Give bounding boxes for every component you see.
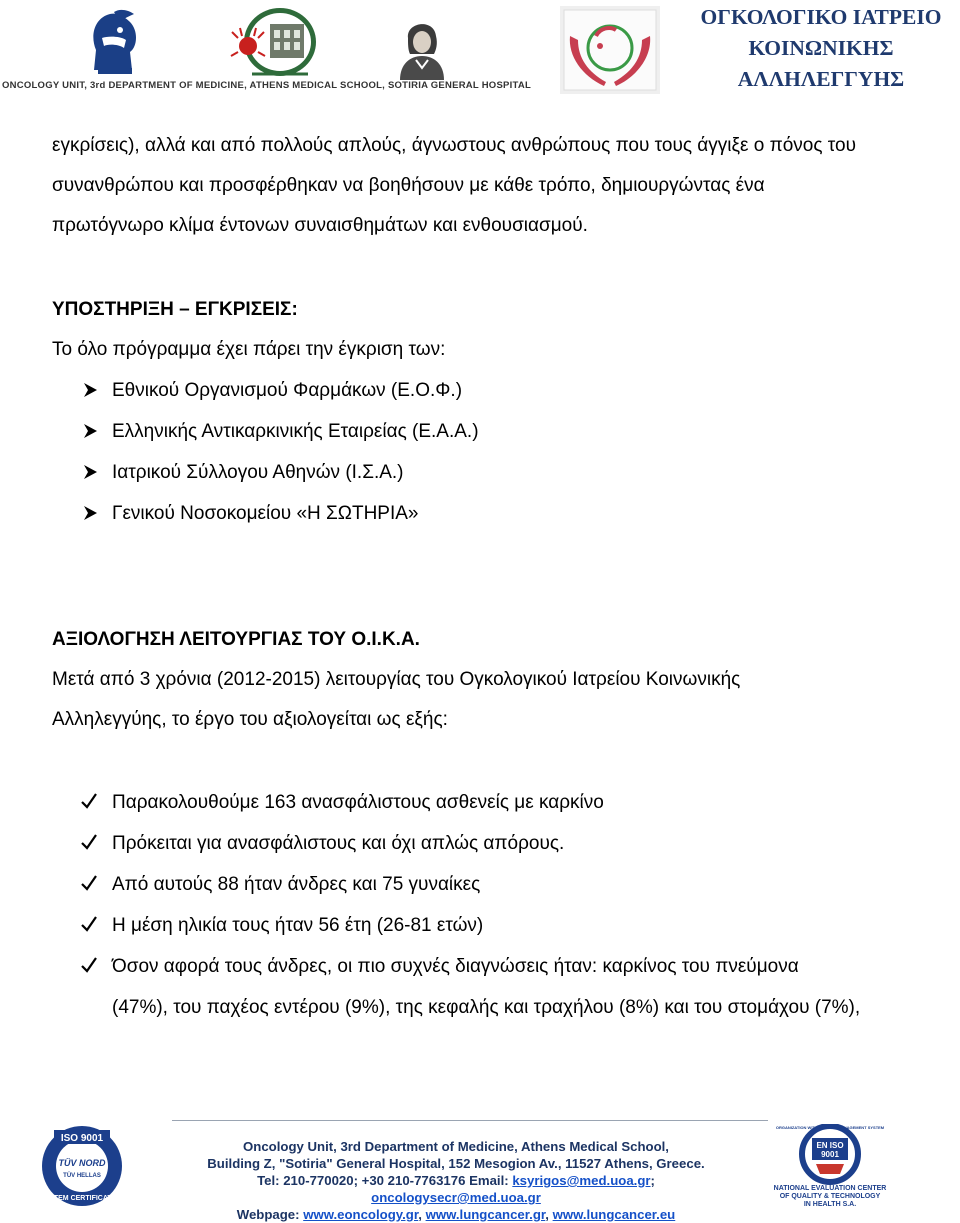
header-caption: ONCOLOGY UNIT, 3rd DEPARTMENT OF MEDICINE, ATHENS MEDICAL SCHOOL, SOTIRIA GENERAL HOSPITAL: [2, 80, 532, 91]
email-link[interactable]: ksyrigos@med.uoa.gr: [512, 1173, 651, 1188]
footer-divider: [172, 1120, 768, 1121]
checkmark-icon: [80, 792, 98, 810]
list-item-text: Παρακολουθούμε 163 ανασφάλιστους ασθενείς με καρκίνο: [112, 792, 604, 813]
website-link[interactable]: www.lungcancer.eu: [552, 1207, 676, 1222]
paragraph-line: εγκρίσεις), αλλά και από πολλούς απλούς, άγνωστους ανθρώπους που τους άγγιξε ο πόνος του: [52, 135, 856, 156]
header-title-line: ΟΓΚΟΛΟΓΙΚΟ ΙΑΤΡΕΙΟ: [700, 5, 942, 29]
arrow-bullet-icon: [82, 423, 98, 439]
logo-caption-text: OF QUALITY & TECHNOLOGY: [779, 1193, 881, 1200]
list-item-text: Πρόκειται για ανασφάλιστους και όχι απλώς απόρους.: [112, 833, 565, 854]
crab-building-logo: [228, 6, 324, 84]
email-link[interactable]: oncologysecr@med.uoa.gr: [371, 1190, 541, 1205]
page-header: [0, 0, 960, 100]
list-item: [52, 452, 912, 493]
logo-badge-text: EN ISO: [816, 1141, 844, 1150]
header-title-line: ΚΟΙΝΩΝΙΚΗΣ: [748, 36, 894, 60]
list-item-text: Όσον αφορά τους άνδρες, οι πιο συχνές διαγνώσεις ήταν: καρκίνος του πνεύμονα: [112, 956, 799, 977]
list-item-text: Από αυτούς 88 ήταν άνδρες και 75 γυναίκες: [112, 874, 481, 895]
list-item: [52, 905, 912, 946]
checkmark-icon: [80, 956, 98, 974]
footer-line: Webpage: www.eoncology.gr, www.lungcancer.gr, www.lungcancer.eu: [236, 1207, 676, 1222]
list-item: [52, 493, 912, 534]
website-link[interactable]: www.eoncology.gr: [303, 1207, 419, 1222]
footer-line: Tel: 210-770020; +30 210-7763176 Email: ksyrigos@med.uoa.gr; oncologysecr@med.uoa.gr: [257, 1173, 655, 1205]
list-item-text: Γενικού Νοσοκομείου «Η ΣΩΤΗΡΙΑ»: [112, 503, 419, 524]
paragraph-line: Το όλο πρόγραμμα έχει πάρει την έγκριση των:: [52, 339, 446, 360]
logo-badge-text: 9001: [821, 1150, 839, 1159]
evaluation-list: [52, 782, 912, 1028]
checkmark-icon: [80, 874, 98, 892]
heart-hands-logo: [560, 6, 660, 94]
arrow-bullet-icon: [82, 505, 98, 521]
paragraph-line: συνανθρώπου και προσφέρθηκαν να βοηθήσουν με κάθε τρόπο, δημιουργώντας ένα: [52, 175, 765, 196]
footer-line: Oncology Unit, 3rd Department of Medicine, Athens Medical School,: [243, 1139, 669, 1154]
tuv-nord-certification-logo: [20, 1124, 150, 1213]
paragraph-line: πρωτόγνωρο κλίμα έντονων συναισθημάτων και ενθουσιασμού.: [52, 215, 588, 236]
logo-brand-text: TÜV NORD: [58, 1158, 106, 1168]
header-title-line: ΑΛΛΗΛΕΓΓΥΗΣ: [737, 67, 905, 91]
logo-sub-text: TÜV HELLAS: [63, 1173, 101, 1179]
woman-portrait-logo: [394, 14, 450, 80]
section-heading-evaluation: ΑΞΙΟΛΟΓΗΣΗ ΛΕΙΤΟΥΡΓΙΑΣ ΤΟΥ Ο.Ι.Κ.Α.: [52, 629, 420, 650]
paragraph-line: Μετά από 3 χρόνια (2012-2015) λειτουργίας του Ογκολογικού Ιατρείου Κοινωνικής: [52, 669, 741, 690]
list-item-text: Η μέση ηλικία τους ήταν 56 έτη (26-81 ετών): [112, 915, 484, 936]
section-heading-support: ΥΠΟΣΤΗΡΙΞΗ – ΕΓΚΡΙΣΕΙΣ:: [52, 299, 298, 320]
list-item: [52, 782, 912, 823]
list-item: [52, 864, 912, 905]
document-body: [52, 126, 912, 1028]
list-item-text: (47%), του παχέος εντέρου (9%), της κεφαλής και τραχήλου (8%) και του στομάχου (7%),: [112, 997, 861, 1018]
athena-helmet-logo: [80, 8, 150, 80]
logo-ring-text: SYSTEM CERTIFICATION: [39, 1195, 125, 1202]
checkmark-icon: [80, 833, 98, 851]
list-item-text: Ελληνικής Αντικαρκινικής Εταιρείας (Ε.Α.Α.): [112, 421, 479, 442]
arrow-bullet-icon: [82, 382, 98, 398]
list-item-text: Εθνικού Οργανισμού Φαρμάκων (Ε.Ο.Φ.): [112, 380, 463, 401]
en-iso-9001-logo: [760, 1124, 900, 1213]
paragraph-line: Αλληλεγγύης, το έργο του αξιολογείται ως εξής:: [52, 709, 448, 730]
logo-caption-text: IN HEALTH S.A.: [803, 1201, 857, 1208]
checkmark-icon: [80, 915, 98, 933]
logo-iso-text: ISO 9001: [60, 1133, 104, 1144]
logo-ring-text: ORGANIZATION WITH QUALITY MANAGEMENT SYSTEM: [775, 1125, 885, 1130]
list-item: [52, 370, 912, 411]
footer-line: Building Z, "Sotiria" General Hospital, 152 Mesogion Av., 11527 Athens, Greece.: [207, 1156, 705, 1171]
footer-contact: [176, 1138, 736, 1223]
logo-caption-text: NATIONAL EVALUATION CENTER: [773, 1185, 887, 1192]
list-item: [52, 823, 912, 864]
list-item-text: Ιατρικού Σύλλογου Αθηνών (Ι.Σ.Α.): [112, 462, 404, 483]
approval-list: [52, 370, 912, 534]
header-title: [686, 2, 956, 95]
list-item: [52, 411, 912, 452]
website-link[interactable]: www.lungcancer.gr: [425, 1207, 546, 1222]
list-item: [52, 946, 912, 1028]
footer-web-label: Webpage:: [236, 1207, 300, 1222]
arrow-bullet-icon: [82, 464, 98, 480]
footer-phone-text: Tel: 210-770020; +30 210-7763176 Email:: [257, 1173, 509, 1188]
